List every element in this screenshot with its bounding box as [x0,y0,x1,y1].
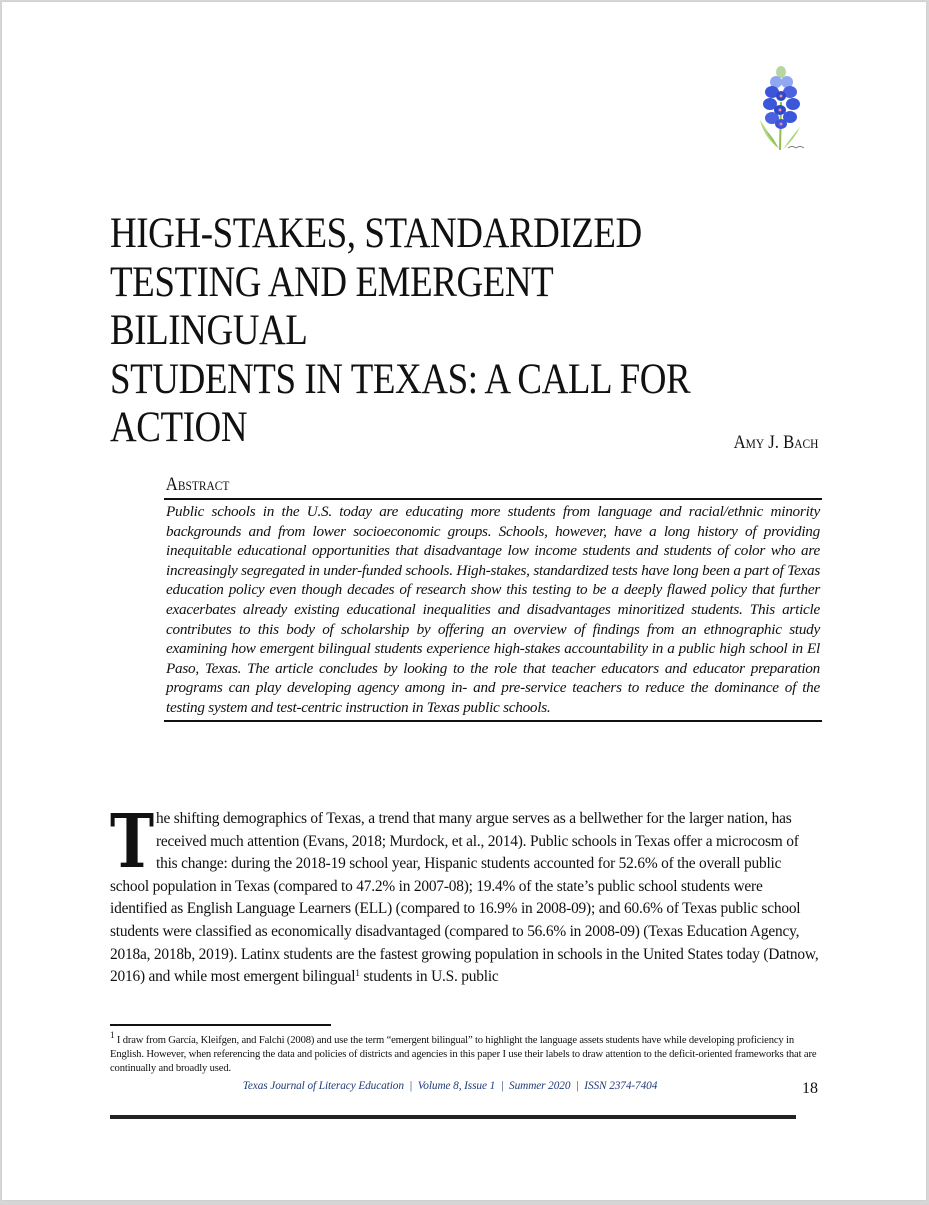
drop-cap: T [110,799,154,885]
body-paragraph [110,799,822,989]
footnote [110,1030,822,1077]
footnote-reference[interactable]: 1 [355,968,360,979]
article-title: HIGH-STAKES, STANDARDIZED TESTING AND EMERGENT BILINGUAL STUDENTS IN TEXAS: A CALL FOR ACTION [110,210,691,451]
pdf-page [2,2,926,1200]
footnote-text: I draw from García, Kleifgen, and Falchi (2008) and use the term “emergent bilingual” to highlight the language assets students have while developing proficiency in English. However, when referencing the data and policies of districts and agencies in this paper I use their labels to draw attention to the deficit-oriented frameworks that are continually and broadly used. [110,1035,817,1075]
abstract-text: Public schools in the U.S. today are educating more students from language and racial/ethnic minority backgrounds and from lower socioeconomic groups. Schools, however, have a long history of providing inequitable educational opportunities that disadvantage low income students and students of color who are increasingly segregated in under-funded schools. High-stakes, standardized tests have long been a part of Texas education policy even though decades of research show this testing to be a deeply flawed policy that further exacerbates already existing educational inequalities and disadvantages minoritized students. This article contributes to this body of scholarship by offering an overview of findings from an ethnographic study examining how emergent bilingual students experience high-stakes accountability in a public high school in El Paso, Texas. The article concludes by looking to the role that teacher educators and educator preparation programs can play developing agency among in- and pre-service teachers to reduce the dominance of the testing system and test-centric instruction in Texas public schools. [166,503,820,716]
abstract-bottom-rule [164,720,822,722]
page-number: 18 [802,1080,818,1097]
footer-rule [110,1115,796,1119]
body-text-start: he shifting demographics of Texas, a trend that many argue serves as a bellwether for the larger nation, has received much attention (Evans, 2018; Murdock, et al., 2014). Public schools in Texas offer a microcosm of this change: during the 2018-19 school year, Hispanic students accounted for 52.6% of the overall public school population in Texas (compared to 47.2% in 2007-08); 19.4% of the state’s public school students were identified as English Language Learners (ELL) (compared to 16.9% in 2008-09); and 60.6% of Texas public school students were classified as economically disadvantaged (compared to 56.6% in 2008-09) (Texas Education Agency, 2018a, 2018b, 2019). Latinx students are the fastest growing population in schools in the United States today (Datnow, 2016) and while most emergent bilingual [110,810,819,986]
journal-citation: Texas Journal of Literacy Education | Volume 8, Issue 1 | Summer 2020 | ISSN 2374-7404 [242,1080,658,1092]
footnote-separator [110,1024,331,1026]
abstract-section [164,474,822,722]
abstract-heading: Abstract [165,474,230,495]
bluebonnet-flower-icon [750,62,812,154]
body-text-end: students in U.S. public [359,968,499,986]
footnote-marker: 1 [110,1030,115,1040]
author-name: Amy J. Bach [733,432,818,453]
